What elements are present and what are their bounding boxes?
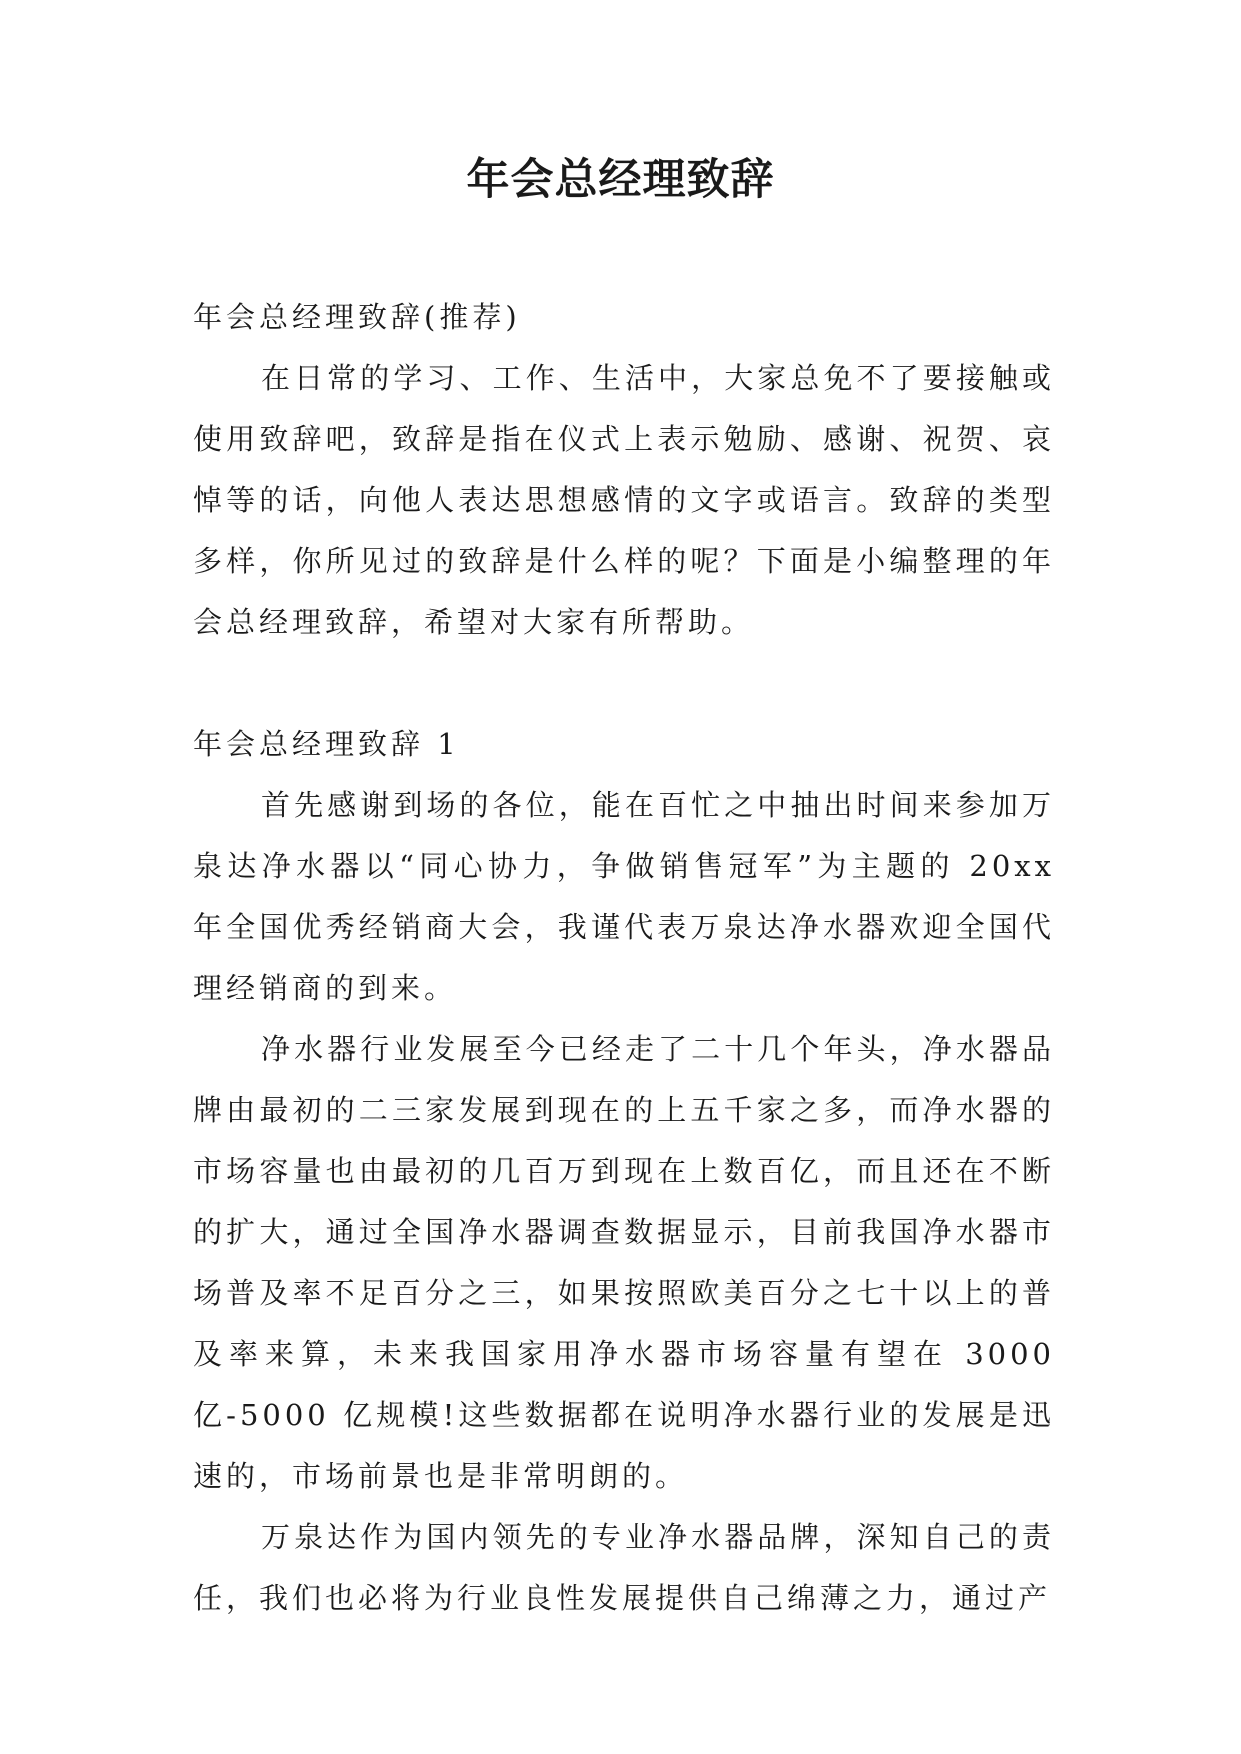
section-spacer — [193, 653, 1055, 714]
document-title: 年会总经理致辞 — [466, 155, 775, 205]
body-paragraph-1: 首先感谢到场的各位，能在百忙之中抽出时间来参加万泉达净水器以“同心协力，争做销售冠军”为主题的 20xx 年全国优秀经销商大会，我谨代表万泉达净水器欢迎全国代理经销商的到来。 — [193, 788, 1055, 1005]
body-paragraph-2: 净水器行业发展至今已经走了二十几个年头，净水器品牌由最初的二三家发展到现在的上五千家之多，而净水器的市场容量也由最初的几百万到现在上数百亿，而且还在不断的扩大，通过全国净水器调查数据显示，目前我国净水器市场普及率不足百分之三，如果按照欧美百分之七十以上的普及率来算，未来我国家用净水器市场容量有望在 3000 亿-5000 亿规模!这些数据都在说明净水器行业的发展是迅速的，市场前景也是非常明朗的。 — [193, 1032, 1055, 1493]
document-body — [193, 287, 1055, 1629]
intro-paragraph: 在日常的学习、工作、生活中，大家总免不了要接触或使用致辞吧，致辞是指在仪式上表示勉励、感谢、祝贺、哀悼等的话，向他人表达思想感情的文字或语言。致辞的类型多样，你所见过的致辞是什么样的呢？下面是小编整理的年会总经理致辞，希望对大家有所帮助。 — [193, 361, 1055, 639]
body-paragraph-3: 万泉达作为国内领先的专业净水器品牌，深知自己的责任，我们也必将为行业良性发展提供自己绵薄之力，通过产 — [193, 1520, 1055, 1615]
document-subtitle: 年会总经理致辞(推荐) — [193, 300, 521, 334]
section-heading: 年会总经理致辞 1 — [193, 727, 460, 761]
